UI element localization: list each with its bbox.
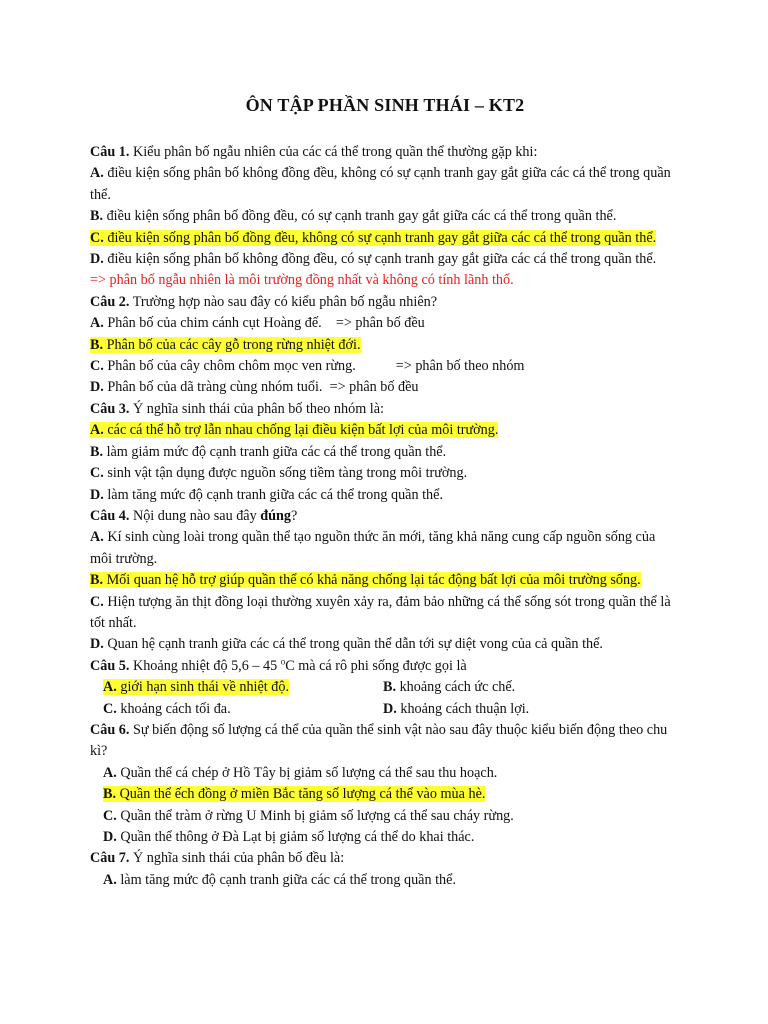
q1-option-b: B. điều kiện sống phân bố đồng đều, có sự cạnh tranh gay gắt giữa các cá thể trong quần thể. (90, 208, 617, 225)
question-3: Câu 3. Ý nghĩa sinh thái của phân bố theo nhóm là: (90, 400, 384, 417)
q4-option-b-answer: B. Mối quan hệ hỗ trợ giúp quần thể có khả năng chống lại tác động bất lợi của môi trường sống. (90, 572, 641, 589)
q5-option-c: C. khoảng cách tối đa. (103, 700, 231, 717)
q1-option-d: D. điều kiện sống phân bố không đồng đều, có sự cạnh tranh gay gắt giữa các cá thể trong quần thể. (90, 251, 657, 268)
q3-option-a-answer: A. các cá thể hỗ trợ lẫn nhau chống lại điều kiện bất lợi của môi trường. (90, 422, 499, 439)
q5-option-b: B. khoảng cách ức chế. (383, 679, 516, 696)
question-4: Câu 4. Nội dung nào sau đây đúng? (90, 507, 298, 524)
q4-option-d: D. Quan hệ cạnh tranh giữa các cá thể trong quần thể dẫn tới sự diệt vong của cả quần thể. (90, 636, 603, 653)
q6-option-b-answer: B. Quần thể ếch đồng ở miền Bắc tăng số lượng cá thể vào mùa hè. (103, 786, 486, 803)
q6-option-d: D. Quần thể thông ở Đà Lạt bị giảm số lượng cá thể do khai thác. (103, 829, 475, 845)
q1-option-a: A. điều kiện sống phân bố không đồng đều, không có sự cạnh tranh gay gắt giữa các cá thể trong quần thể. (90, 165, 671, 203)
q5-option-d: D. khoảng cách thuận lợi. (383, 700, 530, 717)
question-2: Câu 2. Trường hợp nào sau đây có kiểu phân bố ngẫu nhiên? (90, 293, 438, 310)
question-1: Câu 1. Kiểu phân bố ngẫu nhiên của các cá thể trong quần thể thường gặp khi: (90, 144, 538, 160)
question-7: Câu 7. Ý nghĩa sinh thái của phân bố đều là: (90, 850, 345, 867)
q1-note: => phân bố ngẫu nhiên là môi trường đồng nhất và không có tính lãnh thổ. (90, 272, 514, 289)
q4-option-a: A. Kí sinh cùng loài trong quần thể tạo nguồn thức ăn mới, tăng khả năng cung cấp nguồn sống của môi trường. (90, 529, 656, 567)
q5-option-a-answer: A. giới hạn sinh thái về nhiệt độ. (103, 679, 290, 696)
question-5: Câu 5. Khoảng nhiệt độ 5,6 – 45 $^o$C mà cá rô phi sống được gọi là (90, 656, 467, 674)
q3-option-d: D. làm tăng mức độ cạnh tranh giữa các cá thể trong quần thể. (90, 486, 443, 503)
q5-options-row-2 (90, 699, 680, 720)
document-title: ÔN TẬP PHẦN SINH THÁI – KT2 (245, 95, 525, 115)
q3-option-b: B. làm giảm mức độ cạnh tranh giữa các cá thể trong quần thể. (90, 443, 447, 460)
q2-option-c: C. Phân bố của cây chôm chôm mọc ven rừng. => phân bố theo nhóm (90, 358, 525, 375)
q2-option-b-answer: B. Phân bố của các cây gỗ trong rừng nhiệt đới. (90, 336, 361, 353)
q7-option-a: A. làm tăng mức độ cạnh tranh giữa các cá thể trong quần thể. (103, 871, 456, 888)
q5-options-row-1 (90, 677, 680, 698)
q6-option-c: C. Quần thể tràm ở rừng U Minh bị giảm số lượng cá thể sau cháy rừng. (103, 807, 514, 824)
q2-option-a: A. Phân bố của chim cánh cụt Hoàng đế. => phân bố đều (90, 315, 425, 332)
document-page (90, 92, 680, 891)
q6-option-a: A. Quần thể cá chép ở Hồ Tây bị giảm số lượng cá thể sau thu hoạch. (103, 764, 498, 781)
q3-option-c: C. sinh vật tận dụng được nguồn sống tiềm tàng trong môi trường. (90, 465, 468, 482)
q2-option-d: D. Phân bố của dã tràng cùng nhóm tuổi. => phân bố đều (90, 379, 419, 396)
question-6: Câu 6. Sự biến động số lượng cá thể của quần thể sinh vật nào sau đây thuộc kiểu biến động theo chu kì? (90, 721, 668, 760)
q4-option-c: C. Hiện tượng ăn thịt đồng loại thường xuyên xảy ra, đảm bảo những cá thể sống sót trong quần thể là tốt nhất. (90, 593, 671, 631)
q1-option-c-answer: C. điều kiện sống phân bố đồng đều, không có sự cạnh tranh gay gắt giữa các cá thể trong quần thể. (90, 229, 657, 246)
